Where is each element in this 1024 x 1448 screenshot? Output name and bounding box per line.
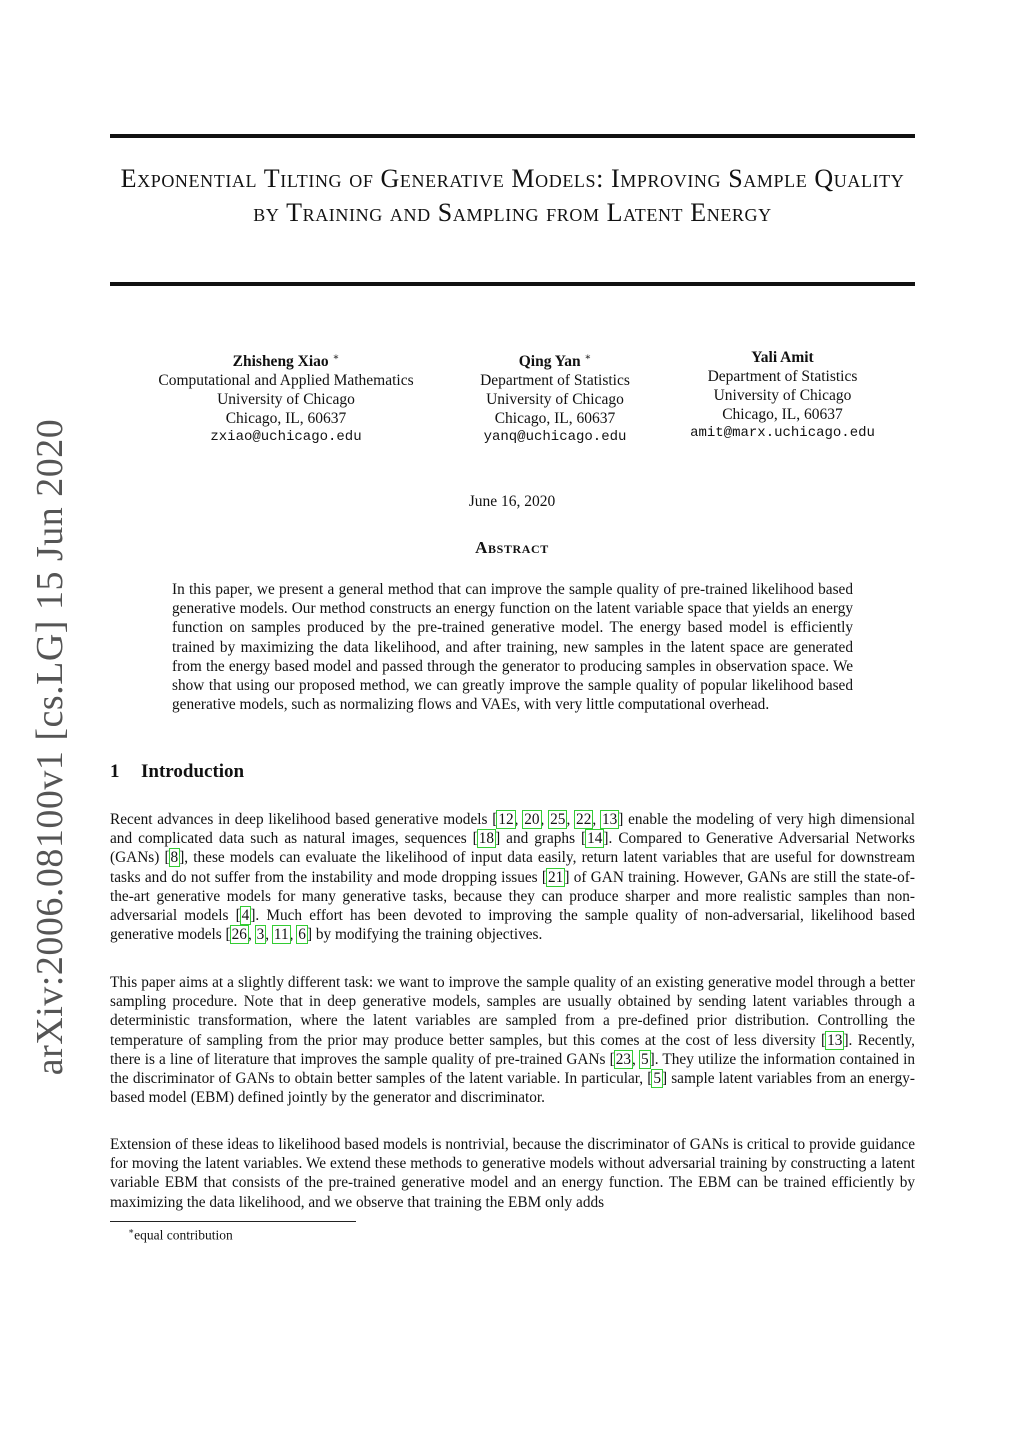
author-email[interactable]: yanq@uchicago.edu bbox=[483, 429, 627, 446]
author-city: Chicago, IL, 60637 bbox=[494, 410, 616, 428]
author-name: Qing Yan bbox=[518, 353, 581, 371]
paragraph-2: This paper aims at a slightly different task: we want to improve the sample quality of an existing generative model through a better sampling procedure. Note that in deep generative models, samples are usually obtained by sending latent variables through a deterministic transformation, where the latent variables are sampled from a pre-defined prior distribution. Controlling the temperature of sampling from the prior may produce better samples, but this comes at the cost of less diversity [13]. Recently, there is a line of literature that improves the sample quality of pre-trained GANs [23, 5]. They utilize the information contained in the discriminator of GANs to obtain better samples of the latent variable. In particular, [5] sample latent variables from an energy-based model (EBM) defined jointly by the generator and discriminator. bbox=[110, 974, 916, 1107]
section-heading bbox=[110, 761, 244, 783]
citation-link[interactable]: 11 bbox=[273, 926, 289, 944]
title-rule-bottom bbox=[110, 282, 915, 286]
citation-link[interactable]: 13 bbox=[601, 811, 618, 828]
author-city: Chicago, IL, 60637 bbox=[722, 406, 843, 423]
publication-date: June 16, 2020 bbox=[468, 493, 556, 510]
citation-link[interactable]: 21 bbox=[548, 868, 564, 886]
author-name: Zhisheng Xiao bbox=[232, 353, 329, 371]
paragraph-3: Extension of these ideas to likelihood based models is nontrivial, because the discriminator of GANs is critical to provide guidance for moving the latent variables. We extend these methods to generative models without adversarial training by constructing a latent variable EBM that consists of the pre-trained generative model and an energy function. The EBM can be trained efficiently by maximizing the data likelihood, and we observe that training the EBM only adds bbox=[110, 1136, 915, 1211]
author-university: University of Chicago bbox=[486, 391, 624, 409]
citation-link[interactable]: 14 bbox=[587, 830, 603, 848]
citation-link[interactable]: 18 bbox=[478, 830, 495, 848]
footnote bbox=[128, 1226, 233, 1244]
citation-link[interactable]: 5 bbox=[640, 1050, 649, 1068]
author-block bbox=[0, 348, 1024, 448]
footnote-rule bbox=[110, 1221, 356, 1222]
paper-title: Exponential Tilting of Generative Models: Improving Sample Quality by Training and Sampling from Latent Energy bbox=[120, 164, 905, 227]
author-department: Department of Statistics bbox=[707, 368, 858, 385]
paragraph-1: Recent advances in deep likelihood based generative models [12, 20, 25, 22, 13] enable the modeling of very high dimensional and complicated data such as natural images, sequences [18] and graphs [14]. Compared to Generative Adversarial Networks (GANs) [8], these models can evaluate the likelihood of input data easily, return latent variables that are useful for downstream tasks and do not suffer from the instability and mode dropping issues [21] of GAN training. However, GANs are still the state-of-the-art generative models for many generative tasks, because they can produce sharper and more realistic samples than non-adversarial models [4]. Much effort has been devoted to improving the sample quality of non-adversarial, likelihood based generative models [26, 3, 11, 6] by modifying the training objectives. bbox=[110, 811, 916, 944]
footnote-mark: ∗ bbox=[128, 1226, 135, 1236]
author-university: University of Chicago bbox=[217, 391, 355, 409]
author-mark: ∗ bbox=[332, 352, 340, 363]
author-mark: ∗ bbox=[584, 352, 592, 363]
citation-link[interactable]: 6 bbox=[298, 926, 306, 944]
citation-link[interactable]: 8 bbox=[170, 849, 179, 867]
abstract-text: In this paper, we present a general method that can improve the sample quality of pre-trained likelihood based generative models. Our method constructs an energy function on the latent variable space that yields an energy function on samples produced by the pre-trained generative model. The energy based model is efficiently trained by maximizing the data likelihood, and after training, new samples in the latent space are generated from the energy based model and passed through the generator to producing samples in observation space. We show that using our proposed method, we can greatly improve the sample quality of popular likelihood based generative models, such as normalizing flows and VAEs, with very little computational overhead. bbox=[172, 581, 853, 714]
author-2 bbox=[455, 348, 655, 447]
footnote-text: equal contribution bbox=[134, 1227, 233, 1243]
section-title: Introduction bbox=[141, 761, 245, 782]
citation-link[interactable]: 20 bbox=[524, 811, 540, 828]
abstract-heading: Abstract bbox=[475, 538, 549, 557]
author-name: Yali Amit bbox=[751, 349, 814, 366]
citation-link[interactable]: 26 bbox=[231, 926, 247, 944]
author-3 bbox=[680, 348, 885, 443]
author-email[interactable]: amit@marx.uchicago.edu bbox=[690, 425, 875, 441]
author-city: Chicago, IL, 60637 bbox=[225, 410, 347, 428]
citation-link[interactable]: 23 bbox=[615, 1050, 632, 1068]
author-department: Computational and Applied Mathematics bbox=[158, 372, 414, 390]
arxiv-stamp: arXiv:2006.08100v1 [cs.LG] 15 Jun 2020 bbox=[29, 418, 71, 1076]
citation-link[interactable]: 13 bbox=[827, 1031, 843, 1049]
citation-link[interactable]: 12 bbox=[498, 811, 514, 828]
citation-link[interactable]: 22 bbox=[576, 811, 592, 828]
author-university: University of Chicago bbox=[713, 387, 852, 404]
citation-link[interactable]: 4 bbox=[241, 907, 250, 925]
section-number: 1 bbox=[110, 761, 120, 782]
author-email[interactable]: zxiao@uchicago.edu bbox=[210, 429, 362, 446]
citation-link[interactable]: 3 bbox=[256, 926, 265, 944]
title-rule-top bbox=[110, 134, 915, 138]
citation-link[interactable]: 25 bbox=[550, 811, 566, 828]
author-1 bbox=[136, 348, 436, 447]
citation-link[interactable]: 5 bbox=[653, 1070, 661, 1088]
author-department: Department of Statistics bbox=[480, 372, 630, 390]
